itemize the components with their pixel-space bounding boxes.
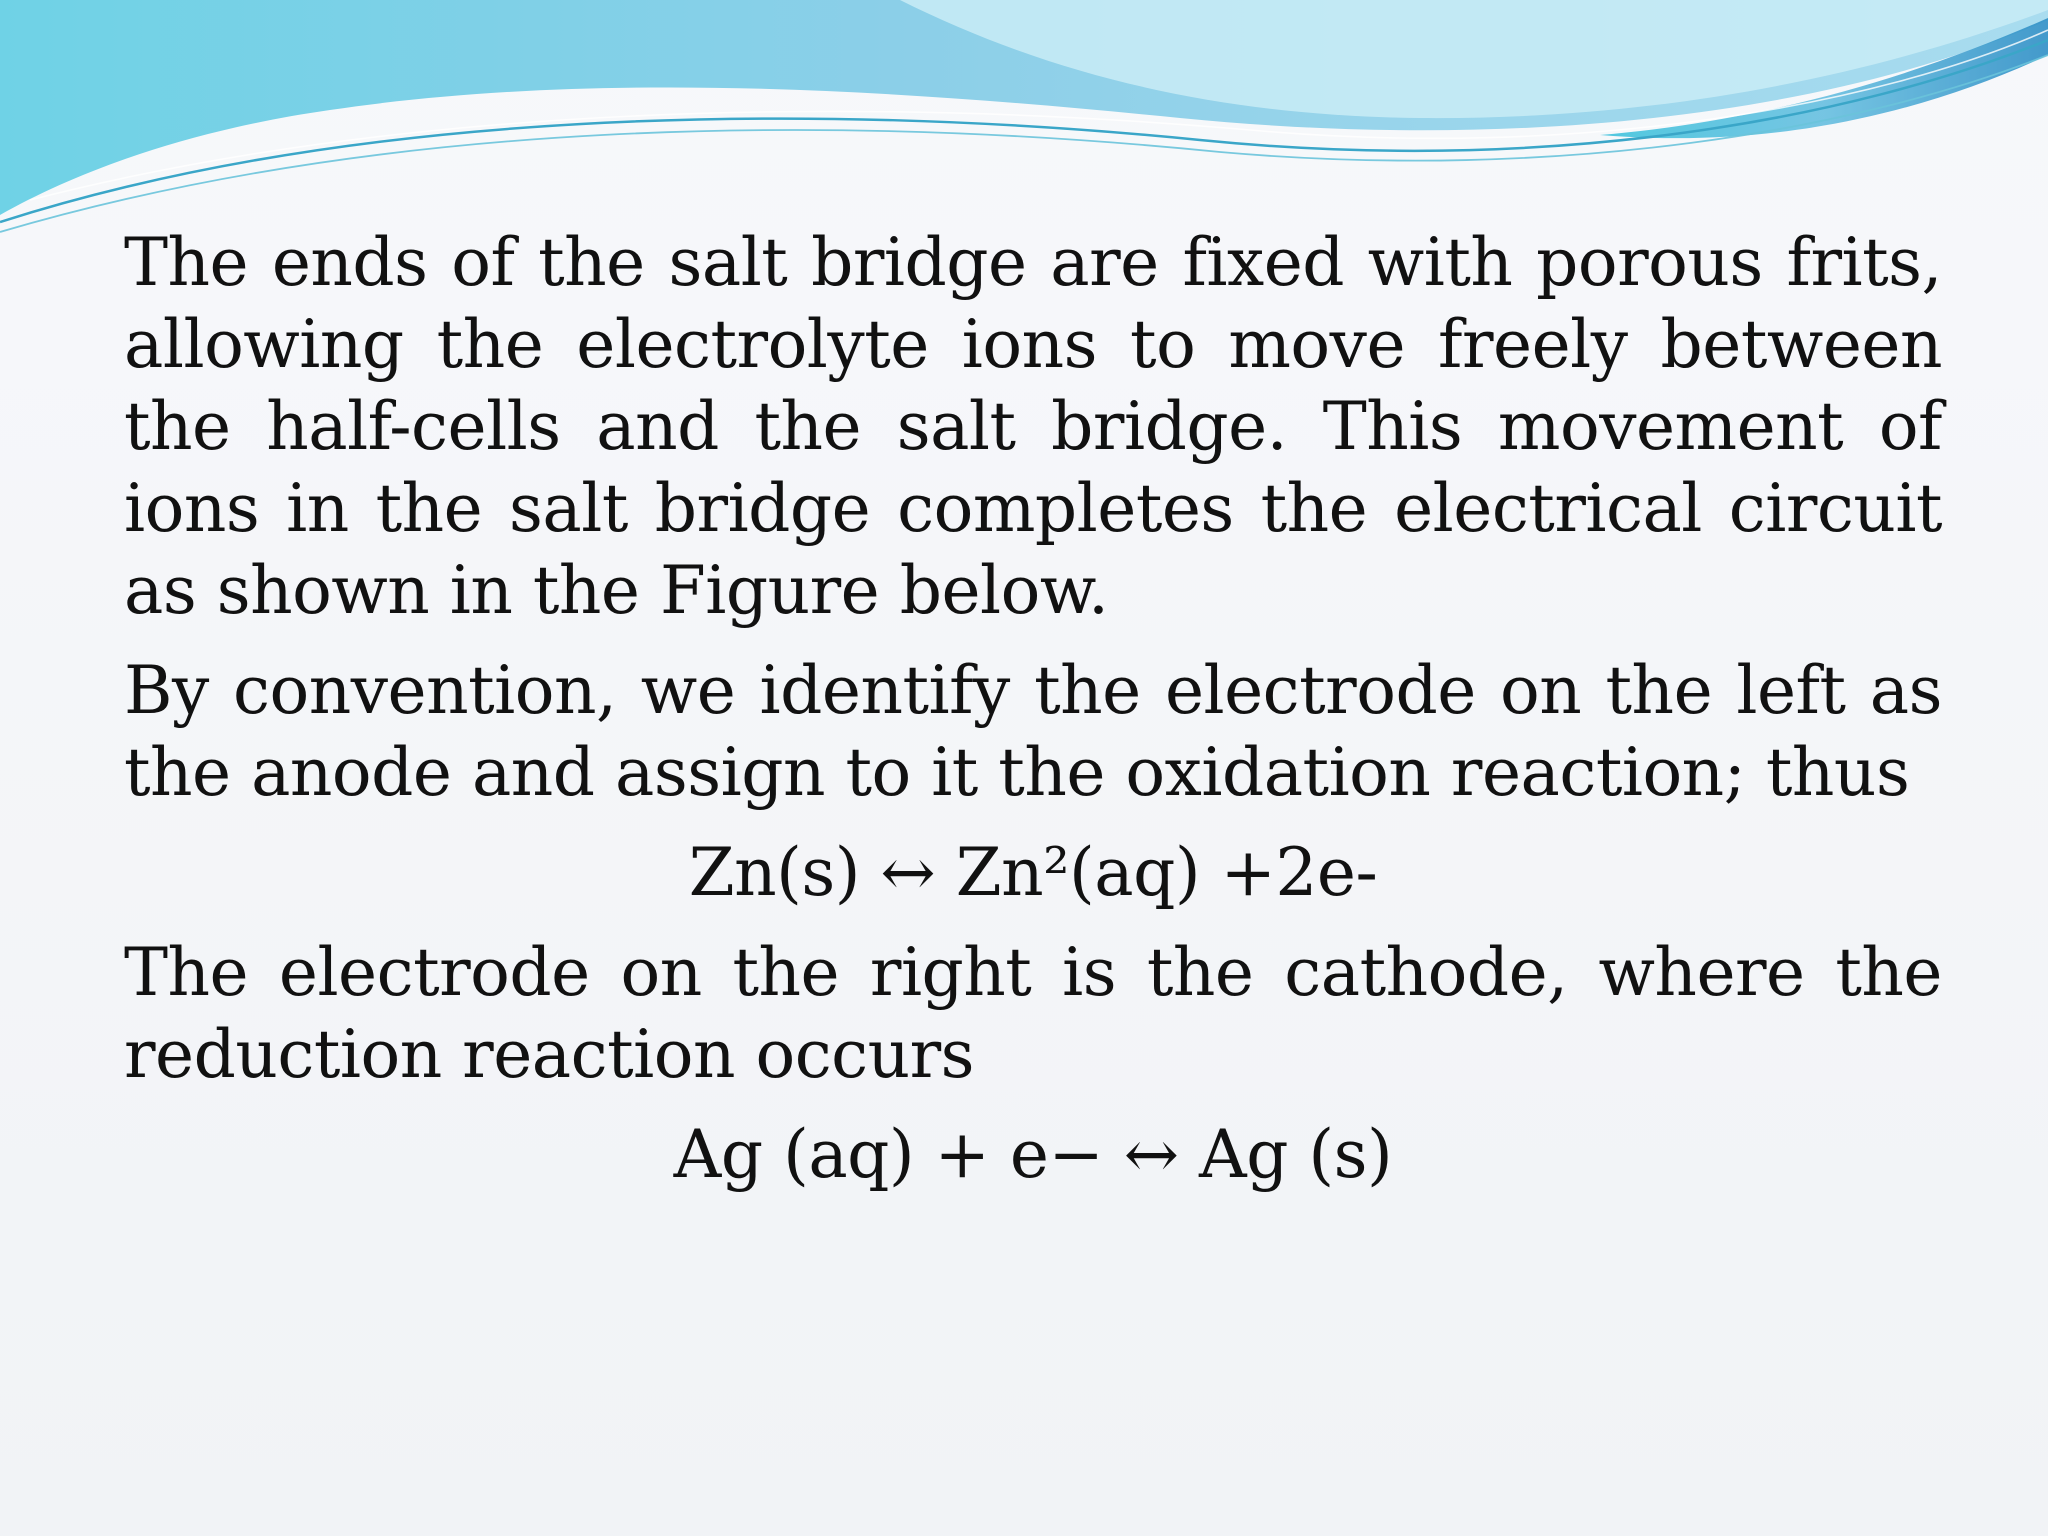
paragraph-salt-bridge: The ends of the salt bridge are fixed with porous frits, allowing the electrolyte ions to move freely between the half-cells and the salt bridge. This movement of ions in the salt bridge completes the electrical circuit as shown in the Figure below. — [124, 224, 1942, 629]
equation-silver-reduction: Ag (aq) + e− ↔ Ag (s) — [673, 1116, 1393, 1193]
paragraph-anode: By convention, we identify the electrode on the left as the anode and assign to it the oxidation reaction; thus — [124, 652, 1942, 811]
paragraph-cathode: The electrode on the right is the cathode, where the reduction reaction occurs — [124, 934, 1942, 1093]
slide-body — [124, 222, 1942, 1214]
equation-zinc-oxidation: Zn(s) ↔ Zn²(aq) +2e- — [688, 834, 1378, 911]
header-wave-decoration — [0, 0, 2048, 240]
